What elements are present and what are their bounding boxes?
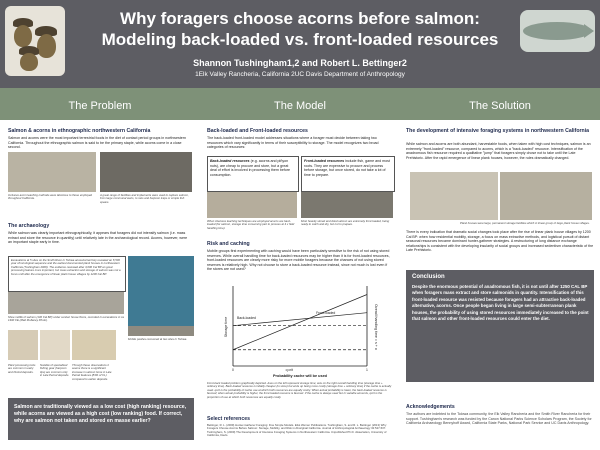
annotation-back-loaded: Back-loaded [237,316,256,321]
column-title-solution: The Solution [469,100,531,112]
x-axis-label: Probability cache will be used [272,374,328,378]
front-loaded-box [301,156,395,192]
dried-salmon-photo [301,192,393,218]
photo-caption: Plant processing tools are common in early and Period deposits. [8,363,36,374]
salmon-bone-photo [8,292,124,314]
section-body: While salmon and acorns are both abundant, harvestable foods, when taken with high cost techniques, salmon is an extremely "front-loaded" resource, compared to acorns, which is a "back-loaded" resource. Intensification of the anadromous fish resource required a qualitative "jump" that foragers simply chose not to take until the Late Prehistoric. After the rapid emergence of linear plank houses, however, the rules dramatically changed. [406,142,591,160]
section-body: The back-loaded front-loaded model addresses situations where a forager must decide between taking two resources which vary significantly in terms of their susceptibility to storage. The model recognizes two broad categories of resources: [207,136,379,149]
conclusion-title: Conclusion [412,274,445,280]
plank-house-photo [500,172,592,220]
annotation-front-loaded: Front-loaded [316,311,336,315]
conclusion-text: Despite the enormous potential of anadromous fish, it is not until after 1250 CAL BP when foragers mass extract and store salmonids in quantity. Intensification of this front-loaded resource was resisted because foragers had an attractive back-loaded alternative, acorns. Once people began living in large semi-subterranean plank houses, the probability of using stored resources immediately increased to the point that salmon and other front-loaded resources could enter the diet. [412,284,589,322]
site-photo [128,326,194,336]
salmon-bone-chart [72,330,116,360]
poster-title-line1: Why foragers choose acorns before salmon: [120,9,480,28]
section-body: Mobile groups first experimenting with caching would have been particularly sensitive to the risk of not using stored reserves. While overall handling time for back-loaded resources may be higher than it is for front-loaded resources, front-loaded resources are clearly more risky for more mobile foragers because the chances of not using stored reserves is relatively high. Why not choose to store a back-loaded resource instead, since not much is lost even if the stores are not used? [207,249,390,271]
authors: Shannon Tushingham1,2 and Robert L. Bettinger2 [193,58,407,68]
harpoon-tips-photo [40,330,70,360]
photo-caption: When intensive leaching techniques are employed acorns are back-loaded (for salmon, storage time consuming part to process at 4 x field handling time). [207,219,295,230]
problem-summary: Salmon are traditionally viewed as a low cost (high ranking) resource, while acorns are viewed as a high cost (low ranking) food. If correct, why are salmon not taken and stored en masse earlier? [14,404,187,424]
x-tick-label: 0 [232,368,234,372]
stone-tools-photo [8,330,38,360]
front-back-loaded-chart [207,280,393,380]
photo-caption: Inclusive acorn leaching methods were laborious to those employed throughout California. [8,193,92,201]
acorn-leaching-photo [8,152,96,192]
photo-caption: Through these observations it seems there is a significant increase in salmon bone in Late Period features (83% of CL) compared to earlier deposits. [72,363,112,381]
affiliations: 1Elk Valley Rancheria, California 2UC Davis Department of Anthropology [195,71,405,78]
chart-caption: Front-back loaded problem graphically depicted. Axes on the left represent storage time; axis on the right overall handling time (storage time + ordinary time). Back-loaded resource is initially cheaper (to store) but ends up being more costly (storage time + ordinary time) if the cache is actually used. qcrit is the probability of cache use at which both resources are equally costly. When actual probability is lower, the back-loaded resource is favored; when actual probability is higher, the front-loaded resource is favored. If the cache is always used but in variable amounts, qcrit is the proportion of use at which both resources are equally costly. [207,381,392,399]
photo-caption: Plank houses were large, permanent storage facilities which in linear group of large plank house villages. [460,221,590,225]
section-title: Back-loaded and Front-loaded resources [207,128,308,134]
back-loaded-body: (e.g. acorns and piñyon nuts), are cheap to procure and store, but a great deal of effort is involved in processing them before consumption. [210,159,291,177]
column-title-problem: The Problem [68,100,132,112]
smith-river-map [128,256,194,326]
series-line-2 [233,295,367,350]
excavation-note-box [8,256,126,292]
front-loaded-text [304,159,392,177]
front-loaded-title: Front-loaded resources [304,159,345,163]
front-loaded-body: include fish, game and most roots. They are expensive to procure and process before storage, but once stored, do not take a lot of time to prepare. [304,159,390,177]
x-tick-label: 1 [366,368,368,372]
y-axis-label-left: Storage time [224,316,228,338]
photo-caption: A great range of facilities and implements were used to capture salmon, from large communal weirs, to nets and harpoon traps or simple fish spears. [100,193,189,204]
back-loaded-text [210,159,296,177]
section-title: Risk and caching [207,241,250,247]
column-title-model: The Model [274,100,326,112]
photo-caption: Mobile pestles recovered at two sites in Tolowa. [128,337,188,341]
poster-title-line2: Modeling back-loaded vs. front-loaded resources [101,30,499,49]
conclusion-box [406,270,594,382]
photo-caption: Notable of specialized fishing gear (harpoon tips) are common only in Late Period deposits. [40,363,70,378]
section-body: There is every indication that dramatic social changes took place after the rise of linear plank house villages by 1200 Cal BP: when how residential mobility, storage, a focus on mass extractive methods, and logistical pursuit of distant seasonal resources became dominant hunter-gatherer strategies. A restructuring of long distance exchange relationships is consistent with the developing insularity of social groups and increased sedentism characteristic of the Late Prehistoric. [406,230,594,252]
back-loaded-title: Back-loaded resources [210,159,250,163]
section-title: The development of intensive foraging systems in northwestern California [406,128,590,134]
salmon-fishing-photo [100,152,192,192]
references: Bettinger, R. L. (2009) Hunter-Gatherer Foraging: Five Simple Models. Eliot Werner Publications. Tushingham, S. and R. L. Bettinger (2013) Why Foragers Choose Acorns Before Salmon: Storage, Mobility, and Risk in Aboriginal California. Journal of Anthropological Archaeology 32:527-537. Tushingham, S. (2009) The Development of Intensive Foraging Systems in Northwestern California. Unpublished Ph.D. dissertation, University of California, Davis. [207,423,387,438]
acorn-processing-photo [207,192,297,218]
poster-header [0,0,600,88]
section-title: Acknowledgements [406,404,455,410]
section-body: While salmon was clearly important ethnographically, it appears that foragers did not intensify salmon (i.e. mass extract and store the resource in quantity) until relatively late in the archaeological record. Acorns, however, were an important staple early in time. [8,231,188,244]
photo-caption: Most heavily stored and dried salmon are extremely front-loaded, being ready to catch and dry, but not to prepare. [301,219,390,227]
x-tick-label: q crit [285,368,293,372]
solution-column [400,120,600,450]
column-header-band [0,88,600,120]
plank-house-illustration [410,172,498,220]
section-body: Salmon and acorns were the most important terrestrial foods in the diet of contact period groups in northwestern California. Throughout the ethnographic salmon is said to be the primary staple, while acorns come in a close second. [8,136,186,149]
section-title: Select references [207,416,250,422]
excavation-note: Excavations at 5 sites on the Smith River in Tolowa ancestral territory revealed an 8,500 year chronological sequence and the earliest documented plank houses in northwestern California (Tushingham 2009). The evidence reviewed after 3,000 Cal BP an great processing feature more important, but mass extraction and storage of salmon was not a focus until after the emergence of linear plank house villages by 1200 Cal BP. [11,258,121,276]
back-loaded-box [207,156,299,192]
problem-column [0,120,198,450]
model-column [199,120,399,450]
section-title: Salmon & acorns in ethnographic northwestern California [8,128,151,134]
acknowledgements: The authors are indebted to the Tolowa community, the Elk Valley Rancheria and the Smith River Rancheria for their support. Tushingham's research was funded by the Canon National Parks Science Scholars Program, the Society for California Archaeology Bennyhoff Award, California State Parks, National Park Service and UC Davis Anthropology. [406,412,592,425]
section-title: The archaeology [8,223,50,229]
photo-caption: Shoe midfle of salmon (130 Cal BP) under sunken house floors, recorded in excavations in ca 1300 CE (Matt Mullaney Photo). [8,315,124,323]
problem-summary-box [8,398,194,440]
y-axis-label-right: Overall handling time = s + o [374,304,378,350]
